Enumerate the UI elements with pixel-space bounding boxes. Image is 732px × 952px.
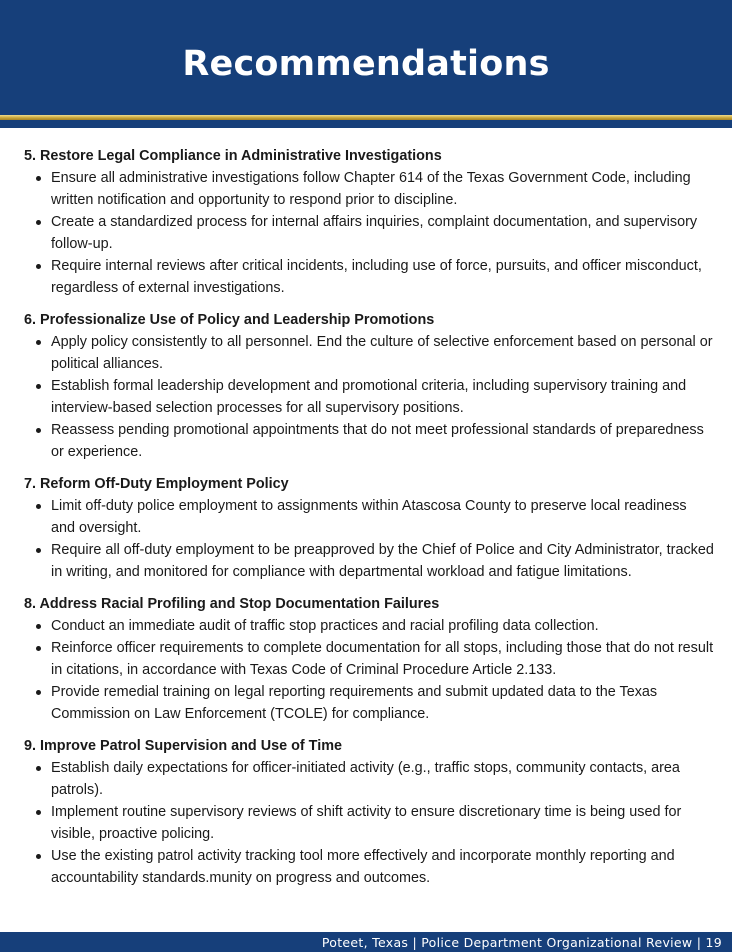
bullet-icon xyxy=(36,624,41,629)
list-item xyxy=(24,419,714,463)
list-item-text: Establish formal leadership development and promotional criteria, including supervisory training and interview-based selection processes for all supervisory positions. xyxy=(51,378,687,416)
list-item-text: Require all off-duty employment to be preapproved by the Chief of Police and City Administrator, tracked in writing, and monitored for compliance with departmental workload and fatigue limitations. xyxy=(51,542,714,580)
bullet-list xyxy=(24,167,714,299)
list-item xyxy=(24,801,714,845)
list-item xyxy=(24,615,714,637)
bullet-icon xyxy=(36,810,41,815)
recommendation-section-6 xyxy=(24,309,714,463)
list-item xyxy=(24,495,714,539)
list-item-text: Establish daily expectations for officer-initiated activity (e.g., traffic stops, community contacts, area patrols). xyxy=(51,760,680,798)
recommendation-section-5 xyxy=(24,145,714,299)
bullet-icon xyxy=(36,428,41,433)
list-item xyxy=(24,375,714,419)
section-heading: 7. Reform Off-Duty Employment Policy xyxy=(24,476,289,492)
bullet-list xyxy=(24,615,714,725)
section-heading: 6. Professionalize Use of Policy and Leadership Promotions xyxy=(24,312,435,328)
header-bottom-strip xyxy=(0,120,732,128)
bullet-icon xyxy=(36,384,41,389)
recommendations-content xyxy=(24,145,714,899)
list-item xyxy=(24,211,714,255)
section-heading: 5. Restore Legal Compliance in Administrative Investigations xyxy=(24,148,442,164)
bullet-icon xyxy=(36,646,41,651)
list-item-text: Create a standardized process for internal affairs inquiries, complaint documentation, and supervisory follow-up. xyxy=(51,214,698,252)
list-item-text: Reinforce officer requirements to complete documentation for all stops, including those that do not result in citations, in accordance with Texas Code of Criminal Procedure Article 2.133. xyxy=(51,640,714,678)
page-footer xyxy=(0,932,732,952)
bullet-list xyxy=(24,331,714,463)
bullet-icon xyxy=(36,854,41,859)
list-item-text: Apply policy consistently to all personnel. End the culture of selective enforcement based on personal or political alliances. xyxy=(51,334,713,372)
bullet-icon xyxy=(36,264,41,269)
bullet-icon xyxy=(36,176,41,181)
recommendation-section-9 xyxy=(24,735,714,889)
list-item-text: Use the existing patrol activity tracking tool more effectively and incorporate monthly reporting and accountability standards.munity on progress and outcomes. xyxy=(51,848,675,886)
page-header xyxy=(0,0,732,115)
list-item xyxy=(24,757,714,801)
list-item xyxy=(24,681,714,725)
recommendation-section-8 xyxy=(24,593,714,725)
list-item-text: Limit off-duty police employment to assignments within Atascosa County to preserve local readiness and oversight. xyxy=(51,498,687,536)
list-item xyxy=(24,539,714,583)
list-item-text: Provide remedial training on legal reporting requirements and submit updated data to the Texas Commission on Law Enforcement (TCOLE) for compliance. xyxy=(51,684,658,722)
footer-text: Poteet, Texas | Police Department Organizational Review | 19 xyxy=(321,935,722,950)
list-item xyxy=(24,331,714,375)
list-item-text: Ensure all administrative investigations follow Chapter 614 of the Texas Government Code, including written notification and opportunity to respond prior to discipline. xyxy=(51,170,691,208)
bullet-icon xyxy=(36,340,41,345)
bullet-icon xyxy=(36,548,41,553)
section-heading: 8. Address Racial Profiling and Stop Documentation Failures xyxy=(24,596,440,612)
list-item-text: Conduct an immediate audit of traffic stop practices and racial profiling data collection. xyxy=(51,618,599,634)
list-item-text: Require internal reviews after critical incidents, including use of force, pursuits, and officer misconduct, regardless of external investigations. xyxy=(51,258,702,296)
section-heading: 9. Improve Patrol Supervision and Use of Time xyxy=(24,738,343,754)
bullet-icon xyxy=(36,504,41,509)
list-item xyxy=(24,167,714,211)
page-title: Recommendations xyxy=(182,44,550,84)
bullet-icon xyxy=(36,766,41,771)
list-item xyxy=(24,637,714,681)
bullet-icon xyxy=(36,690,41,695)
list-item xyxy=(24,255,714,299)
recommendation-section-7 xyxy=(24,473,714,583)
bullet-list xyxy=(24,757,714,889)
bullet-icon xyxy=(36,220,41,225)
list-item-text: Reassess pending promotional appointments that do not meet professional standards of preparedness or experience. xyxy=(51,422,704,460)
bullet-list xyxy=(24,495,714,583)
list-item xyxy=(24,845,714,889)
list-item-text: Implement routine supervisory reviews of shift activity to ensure discretionary time is being used for visible, proactive policing. xyxy=(51,804,682,842)
